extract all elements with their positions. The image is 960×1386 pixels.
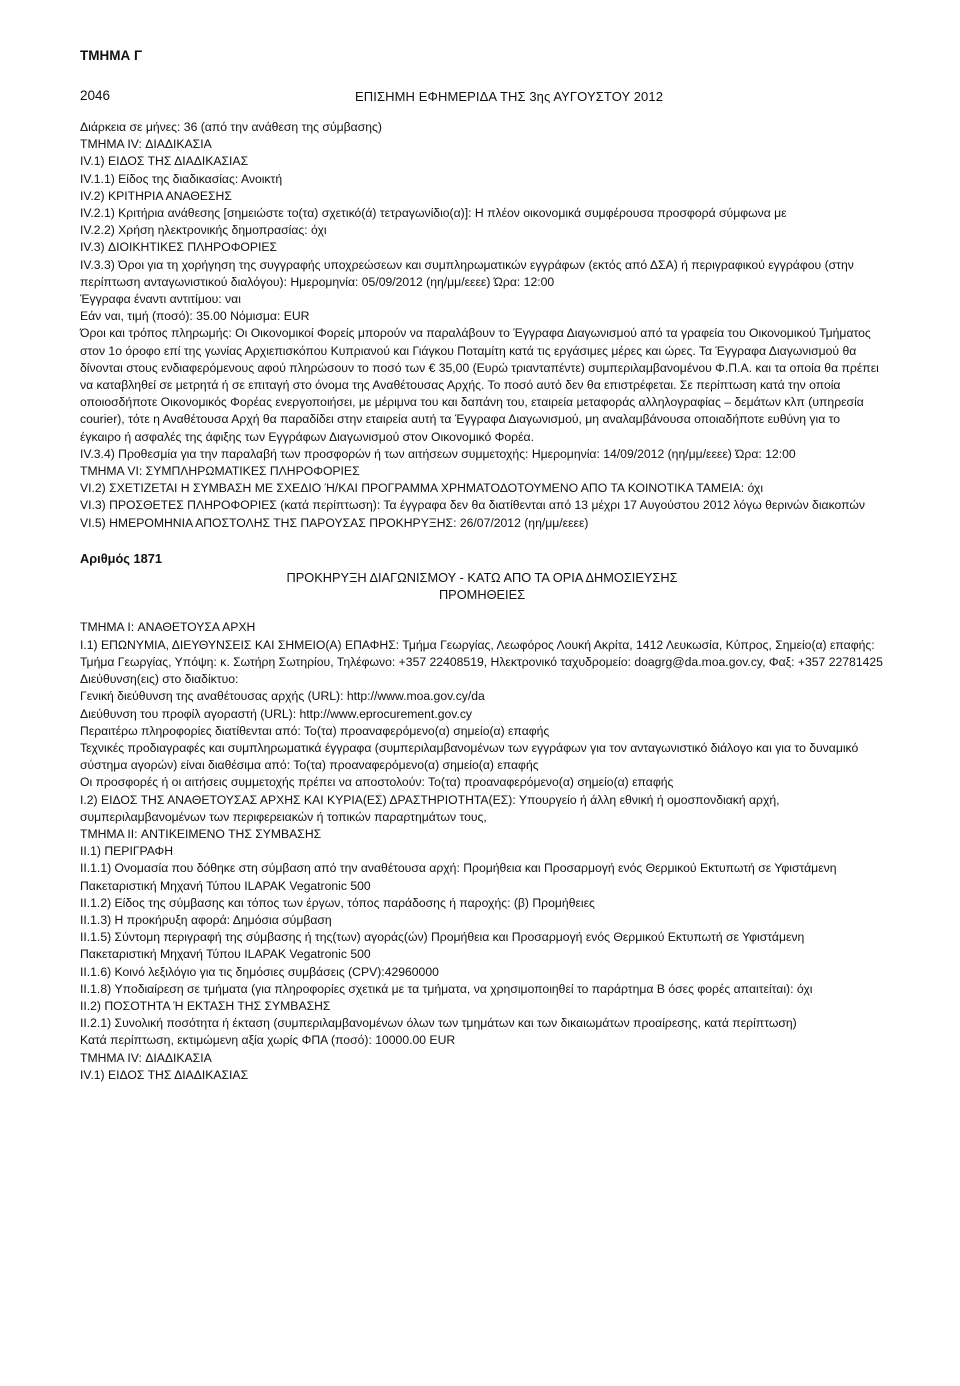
url-link[interactable]: Διεύθυνση του προφίλ αγοραστή (URL): http://www.eprocurement.gov.cy [80,706,473,721]
paragraph: II.2.1) Συνολική ποσότητα ή έκταση (συμπεριλαμβανομένων όλων των τμημάτων και των δικαιωμάτων προαίρεσης, κατά περίπτωση) [80,1016,797,1031]
paragraph: II.2) ΠΟΣΟΤΗΤΑ Ή ΕΚΤΑΣΗ ΤΗΣ ΣΥΜΒΑΣΗΣ [80,998,331,1013]
paragraph: IV.1.1) Είδος της διαδικασίας: Ανοικτή [80,171,283,186]
paragraph: II.1) ΠΕΡΙΓΡΑΦΗ [80,844,174,859]
paragraph: IV.3) ΔΙΟΙΚΗΤΙΚΕΣ ΠΛΗΡΟΦΟΡΙΕΣ [80,240,278,255]
document-body [80,119,884,1084]
paragraph: VI.3) ΠΡΟΣΘΕΤΕΣ ΠΛΗΡΟΦΟΡΙΕΣ (κατά περίπτωση): Τα έγγραφα δεν θα διατίθενται από 13 μέχρι 17 Αυγούστου 2012 λόγω θερινών διακοπών [80,498,865,513]
announcement-number: Αριθμός 1871 [80,550,162,566]
paragraph: II.1.5) Σύντομη περιγραφή της σύμβασης ή της(των) αγοράς(ών) Προμήθεια και Προσαρμογή ενός Θερμικού Εκτυπωτή σε Υφιστάμενη Πακεταριστική Μηχανή Τύπου ILAPAK Vegatronic 500 [80,930,805,962]
paragraph: Κατά περίπτωση, εκτιμώμενη αξία χωρίς ΦΠΑ (ποσό): 10000.00 EUR [80,1033,456,1048]
paragraph: IV.1) ΕΙΔΟΣ ΤΗΣ ΔΙΑΔΙΚΑΣΙΑΣ [80,1067,249,1082]
paragraph: II.1.6) Κοινό λεξιλόγιο για τις δημόσιες συμβάσεις (CPV):42960000 [80,964,439,979]
paragraph: IV.2.2) Χρήση ηλεκτρονικής δημοπρασίας: όχι [80,223,327,238]
section-label: ΤΜΗΜΑ Γ [80,48,143,63]
paragraph: Διάρκεια σε μήνες: 36 (από την ανάθεση της σύμβασης) [80,120,382,134]
paragraph: I.2) ΕΙΔΟΣ ΤΗΣ ΑΝΑΘΕΤΟΥΣΑΣ ΑΡΧΗΣ ΚΑΙ ΚΥΡΙΑ(ΕΣ) ΔΡΑΣΤΗΡΙΟΤΗΤΑ(ΕΣ): Υπουργείο ή άλλη εθνική ή ομοσπονδιακή αρχή, συμπεριλαμβανομένων των περιφερειακών ή τοπικών παραρτημάτων τους, [80,792,780,824]
paragraph: IV.3.3) Όροι για τη χορήγηση της συγγραφής υποχρεώσεων και συμπληρωματικών εγγράφων (εκτός από ΔΣΑ) ή περιγραφικού εγγράφου (στην περίπτωση ανταγωνιστικού διαλόγου): Ημερομηνία: 05/09/2012 (ηη/μμ/εεεε) Ώρα: 12:00 [80,257,854,289]
page-number: 2046 [80,88,111,103]
paragraph: VI.2) ΣΧΕΤΙΖΕΤΑΙ Η ΣΥΜΒΑΣΗ ΜΕ ΣΧΕΔΙΟ Ή/ΚΑΙ ΠΡΟΓΡΑΜΜΑ ΧΡΗΜΑΤΟΔΟΤΟΥΜΕΝΟ ΑΠΟ ΤΑ ΚΟΙΝΟΤΙΚΑ ΤΑΜΕΙΑ: όχι [80,481,764,496]
section-heading: ΤΜΗΜΑ I: ΑΝΑΘΕΤΟΥΣΑ ΑΡΧΗ [80,620,256,635]
paragraph: Οι προσφορές ή οι αιτήσεις συμμετοχής πρέπει να αποστολούν: Το(τα) προαναφερόμενο(α) σημείο(α) επαφής [80,775,674,790]
paragraph: Όροι και τρόπος πληρωμής: Οι Οικονομικοί Φορείς μπορούν να παραλάβουν το Έγγραφα Διαγωνισμού από τα γραφεία του Οικονομικού Τμήματος στον 1ο όροφο επί της γωνίας Αρχιεπισκόπου Κυπριανού και Γιάγκου Ποταμίτη κατά τις εργάσιμες μέρες και ώρες. Τα Έγγραφα Διαγωνισμού θα δίνονται στους ενδιαφερόμενους αφού πληρώσουν το ποσό των € 35,00 (Ευρώ τριανταπέντε) συμπεριλαμβανομένου Φ.Π.Α. και τα οποία θα πρέπει να καταβληθεί σε μετρητά ή σε επιταγή στο όνομα της Αναθέτουσας Αρχής. Το ποσό αυτό δεν θα επιστρέφεται. Σε περίπτωση κατά την οποία οποιοσδήποτε Οικονομικός Φορέας ενεργοποιήσει, με μέριμνα του και δαπάνη του, εταιρεία μεταφοράς αλληλογραφίας – δεμάτων κλπ (υπηρεσία courier), τότε η Αναθέτουσα Αρχή θα παραδίδει στην εταιρεία αυτή τα Έγγραφα Διαγωνισμού, μη αναλαμβάνουσα οποιαδήποτε ευθύνη για το έγκαιρο ή ασφαλές της άφιξης των Εγγράφων Διαγωνισμού στον Οικονομικό Φορέα. [80,326,879,444]
url-link[interactable]: Γενική διεύθυνση της αναθέτουσας αρχής (URL): http://www.moa.gov.cy/da [80,689,485,704]
paragraph: IV.2) ΚΡΙΤΗΡΙΑ ΑΝΑΘΕΣΗΣ [80,188,232,203]
paragraph: Έγγραφα έναντι αντιτίμου: ναι [80,292,241,307]
paragraph: IV.2.1) Κριτήρια ανάθεσης [σημειώστε το(τα) σχετικό(ά) τετραγωνίδιο(α)]: Η πλέον οικονομικά συμφέρουσα προσφορά σύμφωνα με [80,206,787,221]
paragraph: Περαιτέρω πληροφορίες διατίθενται από: Το(τα) προαναφερόμενο(α) σημείο(α) επαφής [80,723,550,738]
section-heading: ΤΜΗΜΑ II: ΑΝΤΙΚΕΙΜΕΝΟ ΤΗΣ ΣΥΜΒΑΣΗΣ [80,826,322,841]
paragraph: I.1) ΕΠΩΝΥΜΙΑ, ΔΙΕΥΘΥΝΣΕΙΣ ΚΑΙ ΣΗΜΕΙΟ(Α) ΕΠΑΦΗΣ: Τμήμα Γεωργίας, Λεωφόρος Λουκή Ακρίτα, 1412 Λευκωσία, Κύπρος, Σημείο(α) επαφής: Τμήμα Γεωργίας, Υπόψη: κ. Σωτήρη Σωτηρίου, Τηλέφωνο: +357 22408519, Ηλεκτρονικό ταχυδρομείο: doagrg@da.moa.gov.cy, Φαξ: +357 22781425 [80,637,883,669]
section-heading: ΤΜΗΜΑ VI: ΣΥΜΠΛΗΡΩΜΑΤΙΚΕΣ ΠΛΗΡΟΦΟΡΙΕΣ [80,464,360,479]
paragraph: IV.1) ΕΙΔΟΣ ΤΗΣ ΔΙΑΔΙΚΑΣΙΑΣ [80,154,249,169]
paragraph: II.1.3) Η προκήρυξη αφορά: Δημόσια σύμβαση [80,912,332,927]
gazette-title: ΕΠΙΣΗΜΗ ΕΦΗΜΕΡΙΔΑ ΤΗΣ 3ης ΑΥΓΟΥΣΤΟΥ 2012 [355,89,664,104]
section-heading: ΤΜΗΜΑ IV: ΔΙΑΔΙΚΑΣΙΑ [80,137,212,152]
announcement-title: ΠΡΟΚΗΡΥΞΗ ΔΙΑΓΩΝΙΣΜΟΥ - ΚΑΤΩ ΑΠΟ ΤΑ ΟΡΙΑ ΔΗΜΟΣΙΕΥΣΗΣ [286,570,678,586]
paragraph: II.1.1) Ονομασία που δόθηκε στη σύμβαση από την αναθέτουσα αρχή: Προμήθεια και Προσαρμογή ενός Θερμικού Εκτυπωτή σε Υφιστάμενη Πακεταριστική Μηχανή Τύπου ILAPAK Vegatronic 500 [80,861,837,893]
paragraph: VI.5) ΗΜΕΡΟΜΗΝΙΑ ΑΠΟΣΤΟΛΗΣ ΤΗΣ ΠΑΡΟΥΣΑΣ ΠΡΟΚΗΡΥΞΗΣ: 26/07/2012 (ηη/μμ/εεεε) [80,515,589,530]
paragraph: Εάν ναι, τιμή (ποσό): 35.00 Νόμισμα: EUR [80,309,310,324]
paragraph: Τεχνικές προδιαγραφές και συμπληρωματικά έγγραφα (συμπεριλαμβανομένων των εγγράφων για τον ανταγωνιστικό διάλογο και για το δυναμικό σύστημα αγορών) είναι διαθέσιμα από: Το(τα) προαναφερόμενο(α) σημείο(α) επαφής [80,740,859,773]
paragraph: Διεύθυνση(εις) στο διαδίκτυο: [80,672,239,687]
paragraph: II.1.2) Είδος της σύμβασης και τόπος των έργων, τόπος παράδοσης ή παροχής: (β) Προμήθειες [80,895,595,910]
paragraph: II.1.8) Υποδιαίρεση σε τμήματα (για πληροφορίες σχετικά με τα τμήματα, να χρησιμοποιηθεί το παράρτημα B όσες φορές απαιτείται): όχι [80,981,813,996]
section-heading: ΤΜΗΜΑ IV: ΔΙΑΔΙΚΑΣΙΑ [80,1050,212,1065]
announcement-subtitle: ΠΡΟΜΗΘΕΙΕΣ [438,587,526,603]
paragraph: IV.3.4) Προθεσμία για την παραλαβή των προσφορών ή των αιτήσεων συμμετοχής: Ημερομηνία: 14/09/2012 (ηη/μμ/εεεε) Ώρα: 12:00 [80,446,796,461]
